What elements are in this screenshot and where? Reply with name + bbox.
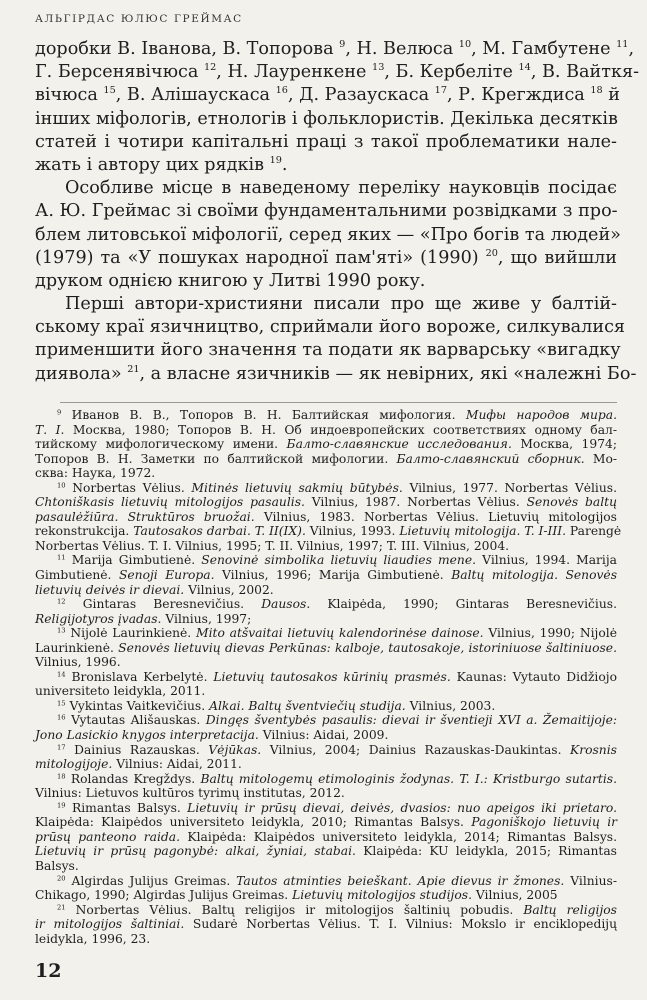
italic-title: prūsų panteono raida. [35,829,181,844]
text-line [35,177,617,200]
italic-title: Vėjūkas. [208,742,262,757]
text-line [35,38,635,61]
footnote-line [35,830,617,845]
running-header: АЛЬГІРДАС ЮЛЮС ГРЕЙМАС [35,13,243,25]
footnote-reference: 15 [103,85,116,97]
text-run: Vykintas Vaitkevičius. [65,698,210,713]
text-run: й [602,85,621,106]
text-run: тийскому мифологическому имени. [35,437,287,452]
footnote-line [35,699,617,714]
italic-title: Lietuvių mitologijos studijos. [292,888,472,903]
footnote-reference: 13 [372,62,385,74]
italic-title: Т. I. [35,422,65,437]
footnote-reference: 12 [57,597,66,606]
text-run: статей і чотири капітальні праці з такої проблематики нале- [35,131,617,152]
text-run: rekonstrukcija. [35,524,134,539]
text-run: Vilnius, 1990; Nijolė [483,626,617,641]
text-run: Klaipėda: Klaipėdos universiteto leidykla, 2014; Rimantas Balsys. [180,829,617,844]
footnote-line [35,728,617,743]
footnote-line [35,757,617,772]
italic-title: Senovinė simbolika lietuvių liaudies mene. [201,553,477,568]
footnote-line [35,583,617,598]
footnote-reference: 17 [434,85,447,97]
footnote-reference: 15 [57,699,66,708]
footnote-line [35,684,617,699]
text-line [35,154,617,177]
footnote-line [35,932,617,947]
italic-title: Mitinės lietuvių sakmių būtybės. [191,480,403,495]
text-run: друком однією книгою у Литві 1990 року. [35,270,426,291]
footnote-reference: 21 [127,363,140,375]
footnote-line [35,568,617,583]
footnote-reference: 14 [57,670,66,679]
text-run: Vilnius, 1977. Norbertas Vėlius. [402,480,618,495]
italic-title: Lietuvių tautosakos kūrinių prasmės. [213,669,451,684]
text-run: применшити його значення та подати як варварську «вигадку [35,340,621,361]
text-run: , В. Алішаускаса [115,85,276,106]
text-run: Balsys. [35,858,79,873]
text-run: Bronislava Kerbelytė. [65,669,214,684]
text-run: Vilnius, 1987. Norbertas Vėlius. [304,495,527,510]
footnote-line [35,888,617,903]
text-run: (1979) та «У пошуках народної пам'яті» (1990) [35,247,486,268]
text-run: Vilnius, 2003. [405,698,496,713]
footnote-line [35,466,617,481]
italic-title: Alkai. Baltų šventviečių studija. [209,698,406,713]
italic-title: Балто-славянский сборник. [396,451,585,466]
text-run: Algirdas Julijus Greimas. [65,873,237,888]
text-run: Vilnius, 1994. Marija [476,553,617,568]
italic-title: Religijotyros įvadas. [35,611,162,626]
text-run: , а власне язичників — як невірних, які «належні Бо- [139,363,637,384]
text-run: А. Ю. Греймас зі своїми фундаментальними розвідками з про- [35,201,618,222]
footnotes [35,408,622,946]
text-line [35,339,621,362]
text-run: Klaipėda: Klaipėdos universiteto leidykla, 2010; Rimantas Balsys. [35,815,472,830]
footnote-line [35,641,617,656]
text-run: , Д. Разаускаса [287,85,435,106]
text-run: Sudarė Norbertas Vėlius. T. I. Vilnius: Mokslo ir enciklopedijų [184,917,617,932]
footnote-reference: 16 [275,85,288,97]
footnote-reference: 11 [616,39,629,51]
text-run: Klaipėda: KU leidykla, 2015; Rimantas [355,844,617,859]
text-run: Vilnius, 1997; [161,611,252,626]
text-run: Vilnius, 2002. [184,582,274,597]
italic-title: Lietuvių ir prūsų pagonybė: alkai, žyniai, stabai. [35,844,356,859]
text-run: Vilnius, 1983. Norbertas Vėlius. Lietuvių mitologijos [254,509,617,524]
footnote-line [35,917,617,932]
footnote-reference: 20 [57,873,66,882]
text-line [35,224,621,247]
italic-title: Балто-славянские исследования. [286,437,512,452]
italic-title: Baltų mitologija. Senovės [451,568,618,583]
italic-title: Senoji Europa. [118,568,215,583]
text-run: Nijolė Laurinkienė. [65,626,196,641]
text-run: , що вийшли [497,247,617,268]
page-number: 12 [35,960,62,982]
text-run: Gintaras Beresnevičius. [65,597,262,612]
italic-title: Senovės lietuvių dievas Perkūnas: kalboje, tautosakoje, istoriniuose šaltiniuose. [118,640,617,655]
text-run: Москва, 1980; Топоров В. Н. Об индоевропейских соответствиях одному бал- [64,422,617,437]
footnote-line [35,612,617,627]
text-run: Chikago, 1990; Algirdas Julijus Greimas. [35,888,293,903]
italic-title: Мифы народов мира. [465,408,617,422]
text-run: Москва, 1974; [511,437,617,452]
text-run: Vilnius- [564,873,617,888]
footnote-reference: 9 [339,39,346,51]
footnote-reference: 18 [590,85,603,97]
text-run: Иванов В. В., Топоров В. Н. Балтийская мифология. [61,408,466,422]
text-run: Vilnius, 1996; Marija Gimbutienė. [214,568,452,583]
italic-title: Mito atšvaitai lietuvių kalendorinėse dainose. [195,626,484,641]
body-text [35,38,640,386]
italic-title: Lietuvių ir prūsų dievai, deivės, dvasios: nuo apeigos iki prietaro. [187,800,617,815]
text-run: Vilnius, 1996. [35,655,121,670]
text-run: Топоров В. Н. Заметки по балтийской мифологии. [35,451,397,466]
text-run: , Н. Лауренкене [216,62,373,83]
text-run: leidykla, 1996, 23. [35,931,151,946]
footnote-reference: 9 [57,408,62,417]
footnote-line [35,481,617,496]
text-run: Vilnius, 2005 [471,888,558,903]
footnote-reference: 10 [57,481,66,489]
text-run: диявола» [35,363,128,384]
italic-title: Baltų mitologemų etimologinis žodynas. T. I.: Kristburgo sutartis. [200,771,617,786]
footnote-reference: 20 [485,247,498,259]
footnote-reference: 17 [57,742,66,751]
text-line [35,108,617,131]
footnote-line [35,772,617,787]
italic-title: Tautosakos darbai. T. II(IX). [133,524,306,539]
text-run: жать і автору цих рядків [35,154,270,175]
footnote-line [35,859,617,874]
footnote-reference: 21 [57,902,66,911]
text-run: Gimbutienė. [35,568,119,583]
footnote-line [35,670,617,685]
footnote-line [35,408,617,423]
text-run: Vilnius: Aidai, 2009. [258,728,389,743]
footnote-line [35,626,617,641]
footnote-line [35,524,622,539]
footnote-reference: 16 [57,713,66,722]
text-run: , М. Гамбутене [471,39,617,59]
footnote-reference: 13 [57,626,66,635]
footnote-line [35,423,617,438]
text-run: , Б. Кербеліте [384,62,519,83]
footnote-reference: 14 [518,62,531,74]
text-run: Norbertas Vėlius. T. I. Vilnius, 1995; T. II. Vilnius, 1997; T. III. Vilnius, 2004. [35,538,510,553]
footnote-divider [60,402,617,403]
text-run: . [281,154,288,175]
footnote-line [35,437,617,452]
footnote-line [35,452,617,467]
italic-title: Dausos. [261,597,311,612]
text-run: сква: Наука, 1972. [35,466,156,481]
footnote-line [35,510,617,525]
italic-title: lietuvių deivės ir dievai. [35,582,185,597]
text-line [35,363,637,386]
text-run: Norbertas Vėlius. Baltų religijos ir mitologijos šaltinių pobudis. [65,902,524,917]
text-line [35,61,640,84]
text-run: Vytautas Ališauskas. [65,713,206,728]
footnote-line [35,874,617,889]
text-run: вічюса [35,85,104,106]
text-run: Мо- [584,451,618,466]
text-run: Vilnius: Lietuvos kultūros tyrimų institutas, 2012. [35,786,345,801]
footnote-reference: 11 [57,553,66,562]
text-run: Norbertas Vėlius. [65,480,192,495]
text-run: доробки В. Іванова, В. Топорова [35,39,340,59]
italic-title: Senovės baltų [526,495,617,510]
italic-title: Tautos atminties beieškant. Apie dievus ir žmones. [236,873,565,888]
footnote-line [35,495,617,510]
text-run: Особливе місце в наведеному переліку науковців посідає [65,178,617,199]
text-run: Г. Берсенявічюса [35,62,204,83]
text-run: Klaipėda, 1990; Gintaras Beresnevičius. [310,597,617,612]
text-line [35,131,617,154]
text-run: ському краї язичництво, сприймали його вороже, силкувалися [35,317,626,338]
text-run: Laurinkienė. [35,640,119,655]
footnote-reference: 19 [57,801,66,810]
text-run: Kaunas: Vytauto Didžiojo [450,669,617,684]
text-run: universiteto leidykla, 2011. [35,684,206,699]
text-run: , Р. Крегждиса [446,85,591,106]
footnote-line [35,844,617,859]
text-line [35,270,617,293]
footnote-line [35,786,617,801]
text-run: блем литовської міфології, серед яких — «Про богів та людей» [35,224,621,245]
italic-title: Krosnis [570,742,617,757]
text-run: Vilnius, 1993. [305,524,400,539]
italic-title: Dingęs šventybės pasaulis: dievai ir šventieji XVI a. Žemaitijoje: [205,713,617,728]
text-line [35,316,626,339]
footnote-reference: 10 [458,39,472,51]
footnote-line [35,655,617,670]
footnote-line [35,553,617,568]
text-run: Parengė [566,524,622,539]
footnote-line [35,903,617,918]
text-run: Rimantas Balsys. [65,800,188,815]
text-line [35,84,621,107]
italic-title: Pagoniškojo lietuvių ir [471,815,617,830]
italic-title: pasaulėžiūra. Struktūros bruožai. [35,509,255,524]
text-run: Dainius Razauskas. [65,742,209,757]
footnote-line [35,801,617,816]
footnote-reference: 19 [269,155,282,167]
footnote-line [35,539,617,554]
footnote-line [35,743,617,758]
italic-title: ir mitologijos šaltiniai. [35,917,185,932]
italic-title: Baltų religijos [523,902,617,917]
footnote-reference: 12 [203,62,217,74]
footnote-reference: 18 [57,771,66,780]
text-run: Vilnius, 2004; Dainius Razauskas-Daukintas. [261,742,571,757]
footnote-line [35,597,617,612]
text-run: , [628,39,635,59]
italic-title: Lietuvių mitologija. T. I-III. [399,524,567,539]
text-run: Перші автори-християни писали про ще живе у балтій- [65,294,617,315]
text-run: інших міфологів, етнологів і фольклористів. Декілька десятків [35,108,618,129]
italic-title: Chtoniškasis lietuvių mitologijos pasaulis. [35,495,305,510]
text-line [35,200,617,223]
italic-title: Jono Lasickio knygos interpretacija. [35,728,259,743]
text-run: Rolandas Kregždys. [65,771,201,786]
text-run: Marija Gimbutienė. [65,553,202,568]
footnote-line [35,713,617,728]
text-run: , Н. Велюса [345,39,459,59]
text-line [35,293,617,316]
footnote-line [35,815,617,830]
text-run: , В. Вайткя- [530,62,640,83]
text-run: Vilnius: Aidai, 2011. [112,757,242,772]
text-line [35,247,617,270]
italic-title: mitologijoje. [35,757,113,772]
